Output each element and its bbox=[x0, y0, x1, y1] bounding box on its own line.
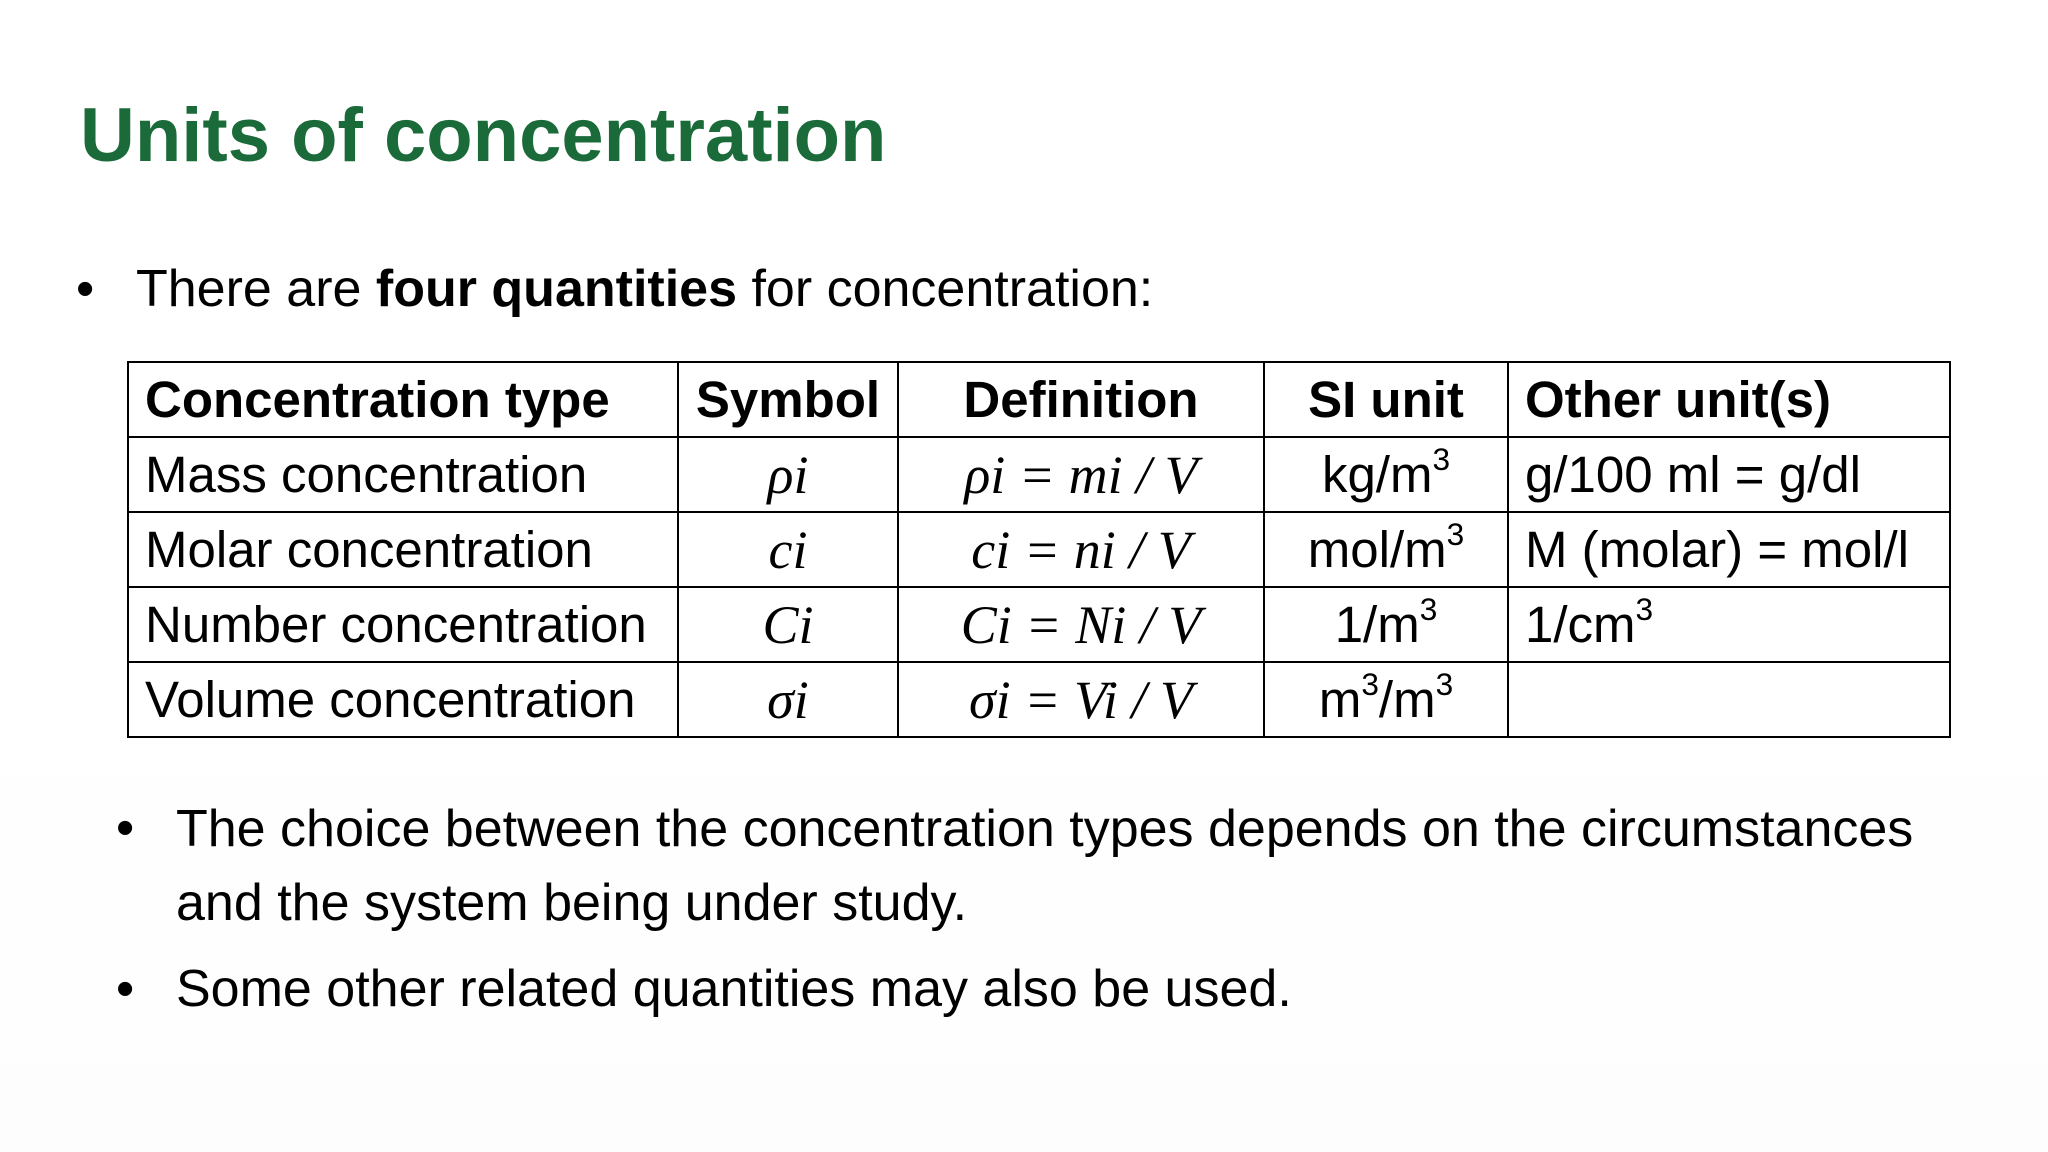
si-unit-exponent: 3 bbox=[1361, 665, 1379, 702]
table-row bbox=[128, 437, 1950, 512]
intro-suffix: for concentration: bbox=[737, 260, 1154, 318]
table-row bbox=[128, 587, 1950, 662]
intro-bold: four quantities bbox=[375, 260, 737, 318]
other-unit-base: g/100 ml = g/dl bbox=[1525, 446, 1861, 503]
si-unit-base: mol/m bbox=[1307, 521, 1447, 578]
header-definition: Definition bbox=[898, 362, 1264, 437]
bullet-icon: • bbox=[116, 799, 135, 857]
cell-symbol: ci bbox=[678, 512, 898, 587]
bullet-choice-text: The choice between the concentration types depends on the circumstances and the system being under study. bbox=[176, 800, 1914, 932]
bullet-related bbox=[116, 953, 1916, 1025]
other-unit-base: M (molar) = mol/l bbox=[1525, 521, 1909, 578]
si-unit-exponent-2: 3 bbox=[1435, 665, 1454, 702]
si-unit-base: m bbox=[1318, 671, 1362, 728]
cell-type: Mass concentration bbox=[128, 437, 678, 512]
cell-symbol: Ci bbox=[678, 587, 898, 662]
cell-definition: σi = Vi / V bbox=[898, 662, 1264, 737]
cell-si-unit bbox=[1264, 437, 1508, 512]
bullet-icon: • bbox=[116, 960, 135, 1018]
cell-symbol: σi bbox=[678, 662, 898, 737]
table-row bbox=[128, 662, 1950, 737]
header-other-units: Other unit(s) bbox=[1508, 362, 1950, 437]
cell-si-unit bbox=[1264, 587, 1508, 662]
header-symbol: Symbol bbox=[678, 362, 898, 437]
cell-other-units bbox=[1508, 587, 1950, 662]
header-si-unit: SI unit bbox=[1264, 362, 1508, 437]
si-unit-base: kg/m bbox=[1321, 446, 1433, 503]
bullet-icon: • bbox=[76, 260, 95, 318]
concentration-table bbox=[127, 361, 1951, 738]
other-unit-base: 1/cm bbox=[1525, 596, 1636, 653]
cell-si-unit bbox=[1264, 512, 1508, 587]
si-unit-base: 1/m bbox=[1334, 596, 1420, 653]
si-unit-exponent: 3 bbox=[1419, 590, 1438, 627]
cell-type: Molar concentration bbox=[128, 512, 678, 587]
cell-other-units bbox=[1508, 662, 1950, 737]
bullet-choice bbox=[116, 792, 1996, 942]
bullet-intro-text bbox=[136, 253, 1153, 325]
cell-si-unit bbox=[1264, 662, 1508, 737]
cell-definition: Ci = Ni / V bbox=[898, 587, 1264, 662]
cell-other-units bbox=[1508, 437, 1950, 512]
cell-other-units bbox=[1508, 512, 1950, 587]
bullet-related-text: Some other related quantities may also be used. bbox=[176, 960, 1292, 1018]
cell-type: Volume concentration bbox=[128, 662, 678, 737]
cell-definition: ci = ni / V bbox=[898, 512, 1264, 587]
cell-symbol: ρi bbox=[678, 437, 898, 512]
slide-title: Units of concentration bbox=[80, 93, 887, 178]
cell-definition: ρi = mi / V bbox=[898, 437, 1264, 512]
bullet-intro bbox=[76, 253, 1476, 325]
cell-type: Number concentration bbox=[128, 587, 678, 662]
intro-prefix: There are bbox=[136, 260, 376, 318]
header-concentration-type: Concentration type bbox=[128, 362, 678, 437]
other-unit-exponent: 3 bbox=[1635, 590, 1654, 627]
si-unit-exponent: 3 bbox=[1432, 440, 1451, 477]
table-header-row bbox=[128, 362, 1950, 437]
si-unit-exponent: 3 bbox=[1446, 515, 1465, 552]
si-unit-tail: /m bbox=[1378, 671, 1436, 728]
table-row bbox=[128, 512, 1950, 587]
